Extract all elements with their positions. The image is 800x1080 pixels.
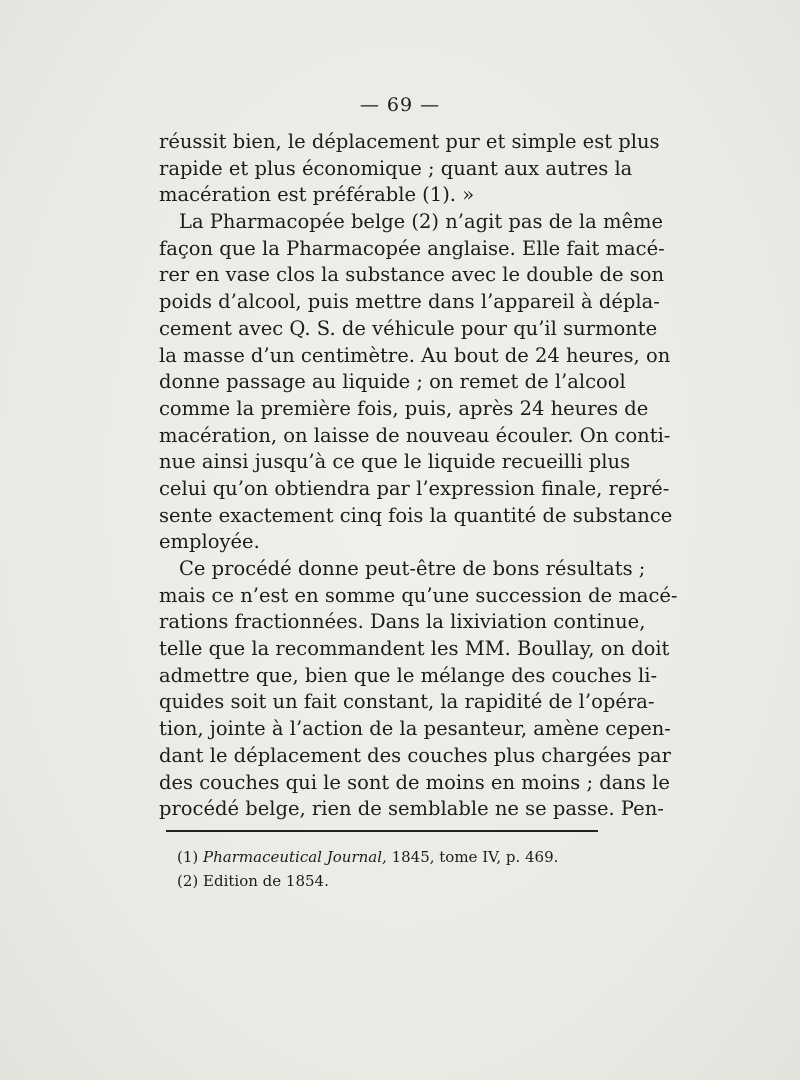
footnote-marker: (2) [177, 871, 199, 890]
text-line: procédé belge, rien de semblable ne se passe. Pen- [159, 797, 664, 821]
text-line: celui qu’on obtiendra par l’expression finale, repré- [159, 476, 670, 500]
text-line: Ce procédé donne peut-être de bons résultats ; [179, 557, 646, 580]
text-line: nue ainsi jusqu’à ce que le liquide recueilli plus [159, 450, 631, 474]
text-line: admettre que, bien que le mélange des couches li- [159, 663, 658, 687]
page-number: — 69 — [359, 94, 441, 116]
text-line: réussit bien, le déplacement pur et simple est plus [159, 130, 660, 153]
footnote-text: 1845, tome IV, p. 469. [391, 848, 559, 866]
text-line: La Pharmacopée belge (2) n’agit pas de la même [179, 210, 664, 234]
text-line: macération est préférable (1). » [159, 183, 475, 207]
footnote-divider [166, 830, 598, 832]
text-line: la masse d’un centimètre. Au bout de 24 heures, on [159, 343, 671, 367]
text-line: rations fractionnées. Dans la lixiviation continue, [159, 610, 646, 634]
text-line: dant le déplacement des couches plus chargées par [159, 743, 671, 767]
footnote [177, 870, 597, 894]
text-line: donne passage au liquide ; on remet de l’alcool [159, 370, 626, 394]
text-line: comme la première fois, puis, après 24 heures de [159, 396, 649, 420]
body-text [159, 129, 678, 823]
text-line: cement avec Q. S. de véhicule pour qu’il surmonte [159, 316, 658, 340]
text-line: poids d’alcool, puis mettre dans l’appareil à dépla- [159, 290, 660, 314]
text-line: quides soit un fait constant, la rapidité de l’opéra- [159, 690, 655, 714]
footnote [177, 846, 597, 870]
text-line: tion, jointe à l’action de la pesanteur, amène cepen- [159, 717, 671, 741]
text-line: façon que la Pharmacopée anglaise. Elle fait macé- [159, 236, 665, 260]
text-line: macération, on laisse de nouveau écouler. On conti- [159, 423, 671, 447]
text-line: mais ce n’est en somme qu’une succession de macé- [159, 583, 678, 607]
text-line: rapide et plus économique ; quant aux autres la [159, 156, 633, 180]
text-line: des couches qui le sont de moins en moins ; dans le [159, 770, 670, 794]
text-line: telle que la recommandent les MM. Boullay, on doit [159, 637, 670, 661]
text-line: employée. [159, 530, 260, 554]
footnote-title: Pharmaceutical Journal, [203, 848, 387, 866]
text-line: rer en vase clos la substance avec le double de son [159, 263, 665, 287]
footnote-marker: (1) [177, 848, 199, 866]
text-line: sente exactement cinq fois la quantité de substance [159, 503, 673, 527]
footnotes [177, 846, 597, 893]
footnote-text: Edition de 1854. [203, 871, 329, 890]
